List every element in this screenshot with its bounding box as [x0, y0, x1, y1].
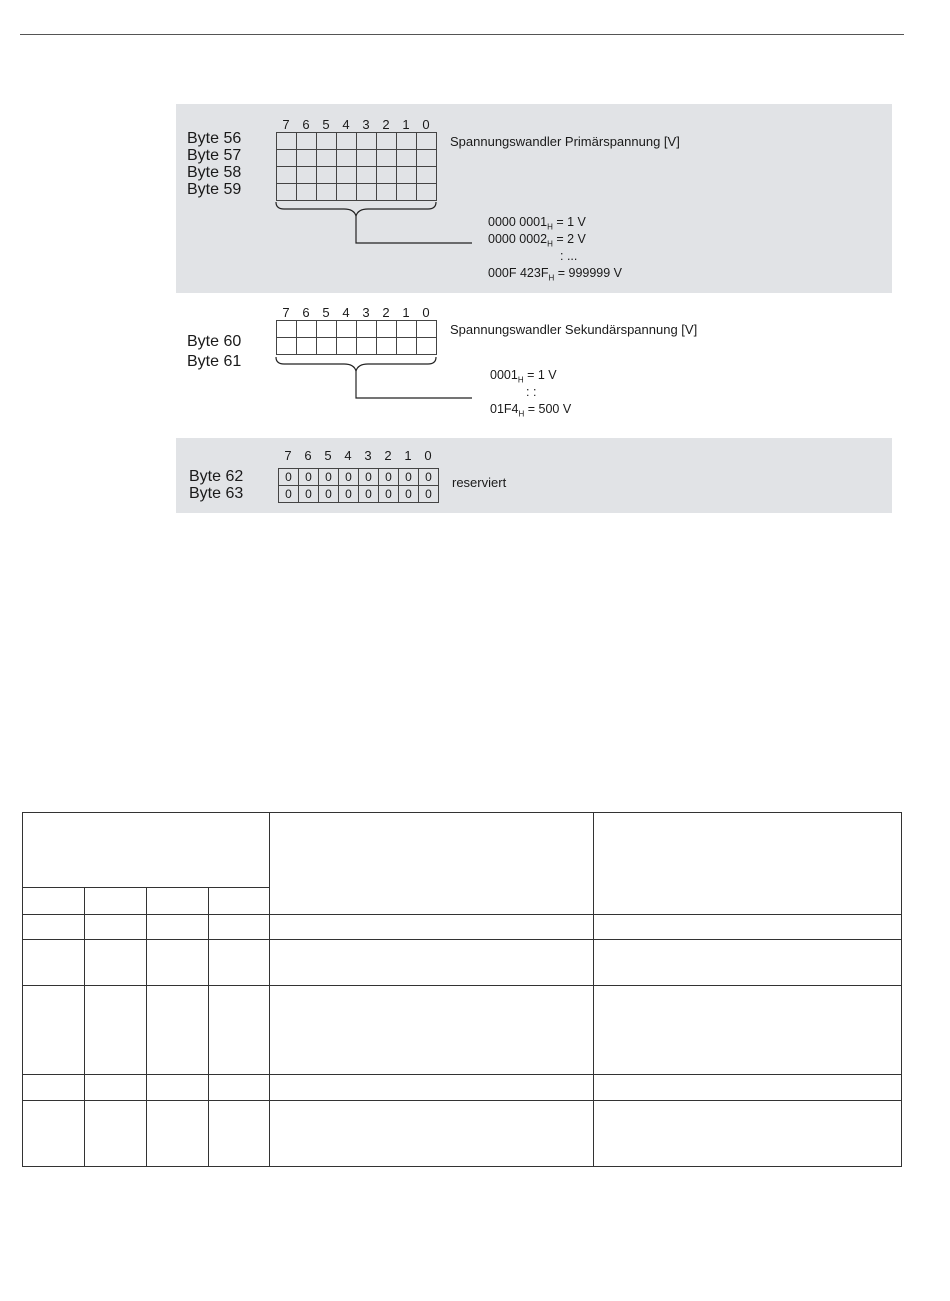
field-label: reserviert: [452, 475, 507, 490]
byte-labels: [189, 468, 243, 502]
value-line: $0001_H = 1$ V: [490, 368, 557, 385]
value-line: $01F4_H = 500$ V: [490, 402, 572, 419]
byte-label: Byte 60: [187, 333, 242, 350]
empty-table: [22, 812, 902, 1167]
byte-label: Byte 56: [187, 130, 242, 147]
bit-2: 2: [382, 305, 390, 320]
byte-label: Byte 57: [187, 147, 242, 164]
value-line: 0000 $0001_H = 1$ V: [488, 215, 586, 232]
byte-label: Byte 59: [187, 181, 242, 198]
byte-label: Byte 61: [187, 353, 242, 370]
table-subheader-cell: [147, 888, 209, 915]
header-rule: [20, 34, 904, 35]
bit-3: 3: [362, 117, 370, 132]
table-subheader-cell: [23, 888, 85, 915]
brace-connector: [274, 200, 474, 248]
bit-5: 5: [324, 448, 332, 463]
bit-4: 4: [342, 117, 350, 132]
bit-6: 6: [302, 305, 310, 320]
byte-label: Byte 62: [189, 468, 244, 485]
field-label: Spannungswandler Primärspannung [V]: [450, 134, 680, 149]
table-row: [23, 1075, 902, 1101]
table-row: [23, 986, 902, 1075]
bit-grid: 0 0 0 0 0 0 0 0 0 0 0 0 0 0 0 0: [278, 468, 439, 503]
bit-5: 5: [322, 117, 330, 132]
bit-1: 1: [402, 305, 410, 320]
panel-reserved: [176, 438, 892, 513]
bit-grid: [276, 320, 437, 355]
table-subheader-cell: [209, 888, 270, 915]
bit-7: 7: [282, 117, 290, 132]
bit-1: 1: [402, 117, 410, 132]
value-line: 000F $423F_H = 999999$ V: [488, 266, 623, 283]
table-subheader-cell: [85, 888, 147, 915]
byte-labels: [187, 130, 241, 198]
bit-7: 7: [284, 448, 292, 463]
table-header-cell: [23, 813, 270, 888]
byte-labels: [187, 332, 241, 372]
byte-label: Byte 63: [189, 485, 244, 502]
table-row: [23, 940, 902, 986]
bit-grid: [276, 132, 437, 201]
bit-7: 7: [282, 305, 290, 320]
bit-2: 2: [382, 117, 390, 132]
bit-4: 4: [342, 305, 350, 320]
bit-6: 6: [304, 448, 312, 463]
bit-2: 2: [384, 448, 392, 463]
bit-4: 4: [344, 448, 352, 463]
bit-1: 1: [404, 448, 412, 463]
bit-0: 0: [422, 117, 430, 132]
table-row: [23, 1101, 902, 1167]
bit-6: 6: [302, 117, 310, 132]
table-header-cell: [270, 813, 594, 915]
value-line: : :: [526, 385, 537, 399]
table-header-cell: [594, 813, 902, 915]
panel-secondary-voltage: [176, 293, 892, 427]
brace-connector: [274, 355, 474, 403]
bit-3: 3: [364, 448, 372, 463]
bit-3: 3: [362, 305, 370, 320]
bit-0: 0: [424, 448, 432, 463]
bit-5: 5: [322, 305, 330, 320]
value-line: : ...: [560, 249, 578, 263]
table-row: [23, 915, 902, 940]
bit-0: 0: [422, 305, 430, 320]
panel-primary-voltage: [176, 104, 892, 293]
value-line: 0000 $0002_H = 2$ V: [488, 232, 586, 249]
byte-label: Byte 58: [187, 164, 242, 181]
field-label: Spannungswandler Sekundärspannung [V]: [450, 322, 698, 337]
